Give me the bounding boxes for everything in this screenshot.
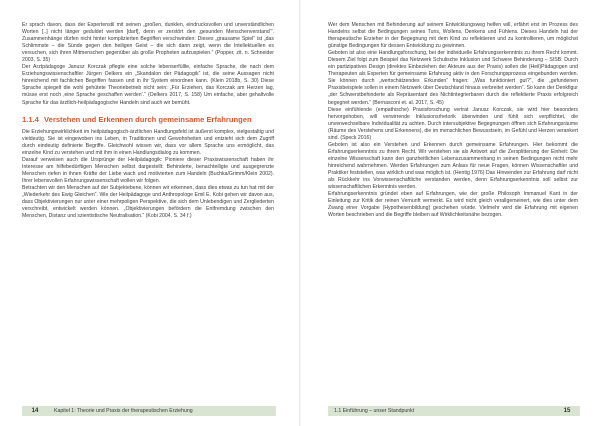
section-title: Verstehen und Erkennen durch gemeinsame Erfahrungen: [44, 114, 252, 124]
paragraph: Der Arztpädagoge Janusz Korczak pflegte eine solche lebenserfüllte, einfache Sprache, die nach dem Erziehungswissenschaftler Jürgen Oelkers ein „Skandalon der Pädagogik“ ist, die seine Aussagen nicht hinreichend mit fachlichen Begriffen fassen und in ihr System einordnen kann. (Klein 2018b, S. 30) Diese Sprache spiegelt die wohl gehütete Theoriebetrieb nicht sein: „Für Erziehen, das Korczak am Herzen lag, müsse erst noch ‚eine Sprache geschaffen werden‘.“ (Oelkers 2017, S. 158) Um einfache, aber gehaltvolle Sprache für das ärztlich-heilpädagogische Handeln sind auch wir bemüht.: [22, 64, 274, 106]
left-page-footer: [22, 406, 276, 416]
paragraph: Darauf verweisen auch die Ursprünge der Heilpädagogik: Pioniere dieser Praxiswissenschaft haben ihr Interesse am hilfebedürftigen Menschen selbst dargestellt: Behinderte, benachteiligte und ausgegrenzte Menschen riefen in ihnen Kräfte der Liebe wach und motivierten zum Handeln (Buchka/Grimm/Klein 2002). Ihrer lebensvollen Erfahrungswissenschaft wollen wir folgen.: [22, 156, 274, 184]
paragraph: Betrachten wir den Menschen auf der Subjektebene, können wir erkennen, dass dies etwas zu tun hat mit der „Wiederkehr des Ewig Gleichen“. Wie der Heilpädagoge und Anthropologe Emil E. Kobi gehen wir davon aus, dass Objektivierungen nur unter einer mehrpoligen Perspektive, die sich dem Unlebendigen und Zergliederten verschreibt, entwickelt werden können. „Objektivierungen befördern die Entfremdung zwischen den Menschen, Distanz und szientistische Neutralisation.“ (Kobi 2004, S. 34 f.): [22, 184, 274, 220]
paragraph: Geboten ist also eine Handlungsforschung, bei der individuelle Erfahrungserkenntnis zu ihrem Recht kommt. Diesem Ziel folgt zum Beispiel das Netzwerk Schulische Inklusion und Schwere Behinderung – SISB: Durch ein partizipatives Design (direktes Einbeziehen der Akteure aus der Praxis) sollen die (Heil)Pädagogen und Therapeuten als Experten für gemeinsame Erfahrung aktiv in den Forschungsprozess eingebunden werden. Sie können durch „wertschätzendes Erkunden“ fragen: „Was funktioniert gut?“, die „gefundenen Praxisbeispiele sollen in einem Netzwerk über Deutschland hinaus verbreitet werden“. So kann der Denkfigur „der Schwerstbehinderte als Repräsentant des Nichtintegrierbaren durch die reflektierte Praxis erfolgreich begegnet werden.“ (Bernasconi et. al. 2017, S. 45): [328, 50, 578, 106]
right-page: [300, 0, 600, 426]
paragraph: Geboten ist also ein Verstehen und Erkennen durch gemeinsame Erfahrungen. Hier bekommt die Erfahrungserkenntnis zu ihrem Recht. Wir verstehen sie als Antwort auf die Zersplitterung der Einheit: Die einzelne Wissenschaft kann den ganzheitlichen Lebenszusammenhang in seinen Bedingungen nicht mehr hinreichend wahrnehmen. Werden Erfahrungen zum Anlass für neue Fragen, können Wissenschaftler und Praktiker feststellen, was wirklich und was möglich ist. (Hentig 1976) Das Hinwenden zur Erfahrung darf nicht als Rückkehr ins Vorwissenschaftliche verstanden werden, denn Erfahrungserkenntnis soll selbst zur wissenschaftlichen Erkenntnis werden.: [328, 141, 578, 191]
page-number: 14: [31, 408, 39, 414]
page-number: 15: [563, 408, 571, 414]
running-chapter-title: Kapitel 1: Theorie und Praxis der therapeutischen Erziehung: [54, 408, 193, 414]
right-page-footer: [328, 406, 580, 416]
paragraph: Wer dem Menschen mit Behinderung auf seinem Entwicklungsweg helfen will, erfährt erst im Prozess des Handelns selbst die Bedingungen seines Tuns, Wollens, Denkens und Fühlens. Dieses Handeln hat der therapeutische Erzieher in der Begegnung mit dem Kind zu reflektieren und zu kontrollieren, um möglichst günstige Bedingungen für dessen Entwicklung zu gewinnen.: [328, 22, 578, 50]
paragraph: Er sprach davon, dass der Expertenstil mit seinen „großen, dunklen, eindrucksvollen und unverständlichen Worten [..] nicht länger geduldet werden [darf], denn er zerstört den ‚gesunden Menschenverstand‘“. Zusammenhänge dürfen nicht hinter komplizierten Begriffen verschwinden: Dieses „grausame Spiel“ ist „das Schlimmste – die Sünde gegen den heiligen Geist – die sich dann zeigt, wenn die Intellektuellen es versuchen, sich ihren Mitmenschen gegenüber als große Propheten aufzuspielen.“ (Popper, zit. n. Schneider 2003, S. 35): [22, 22, 274, 64]
left-page-body: [22, 22, 274, 220]
paragraph: Diese einfühlende (empathische) Praxisforschung vertrat Janusz Korczak, sie wird hier besonders hervorgehoben, will verwirrende Inklusionsrhetorik überwinden und fühlt sich verpflichtet, die unverwechselbare Individualität zu achten. Durch intersubjektive Begegnungen öffnen sich Erfahrungsräume (Räume des Verstehens und Erkennens), die im menschlichen Bewusstsein, im Gefühl und Herzen verankert sind. (Speck 2016): [328, 106, 578, 141]
section-number: 1.1.4: [22, 114, 39, 124]
paragraph: Die Erziehungswirklichkeit im heilpädagogisch-ärztlichen Handlungsfeld ist äußerst komplex, vielgestaltig und vieldeutig. Sie ist eingewoben ins Leben, in Traditionen und Gewohnheiten und entzieht sich dem Zugriff durch eindeutig definierte Begriffe. Gleichwohl wissen wir, dass vor allem Sprache uns ermöglicht, das einzelne Kind zu verstehen und mit ihm in einen Handlungsdialog zu kommen.: [22, 128, 274, 156]
running-section-title: 1.1 Einführung – unser Standpunkt: [334, 408, 415, 414]
right-page-body: [328, 22, 578, 219]
section-heading: [22, 115, 274, 124]
paragraph: Erfahrungserkenntnis gründet eben auf Erfahrungen, wie der große Philosoph Immanuel Kant in der Einleitung zur Kritik der reinen Vernunft vermerkt. Es wird nicht gleich verallgemeinert, wie dies unter dem Zwang einer Vorgabe (Hypothesenbildung) geschehen würde. Vielmehr wird die Erfahrung mit eigenen Worten beschrieben und die Begriffe bleiben auf Wirklichkeitsnähe bezogen.: [328, 191, 578, 219]
